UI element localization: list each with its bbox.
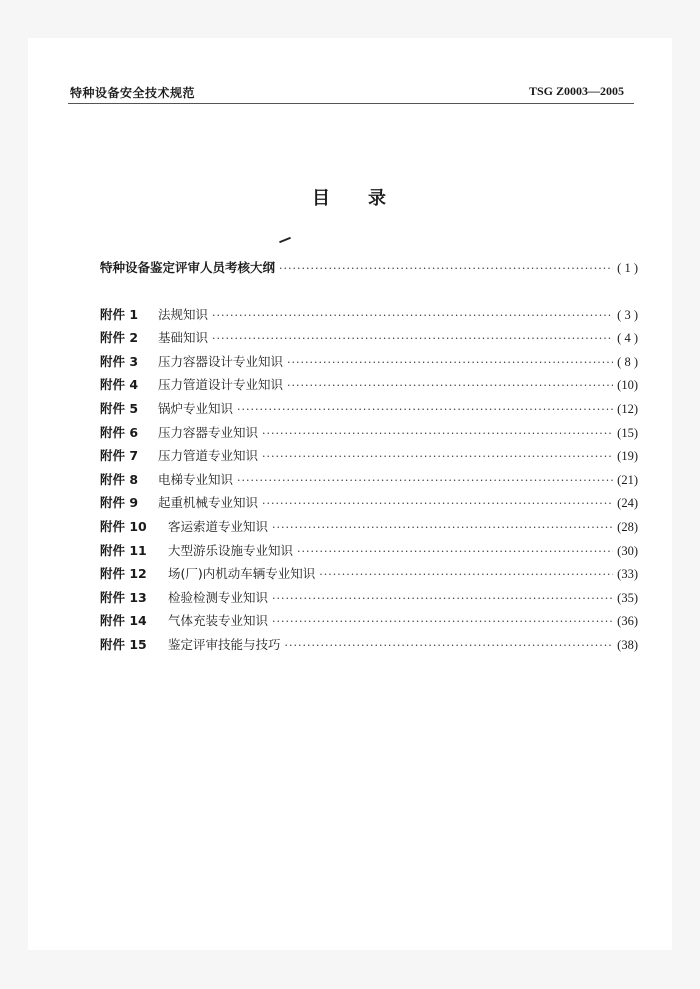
toc-entry-prefix: 附件 10	[100, 518, 147, 534]
toc-entry[interactable]	[100, 328, 638, 352]
toc-entry-name: 起重机械专业知识	[158, 495, 259, 511]
toc-page-number: (12)	[617, 401, 638, 416]
toc-entry-name: 检验检测专业知识	[168, 589, 269, 605]
toc-entry-prefix: 附件 4	[100, 377, 139, 393]
toc-entry-prefix: 附件 2	[100, 330, 139, 346]
toc-leader-dots	[272, 615, 613, 628]
toc-entry-prefix: 附件 13	[100, 589, 147, 605]
toc-entry[interactable]	[100, 446, 638, 470]
toc-entry-name: 压力容器专业知识	[158, 424, 259, 440]
toc-leader-dots	[262, 427, 613, 440]
toc-entry-prefix: 附件 6	[100, 424, 139, 440]
toc-entry-name: 气体充装专业知识	[168, 613, 269, 629]
toc-attachment-list	[100, 305, 638, 659]
toc-entry-prefix: 附件 12	[100, 566, 147, 582]
toc-entry-prefix: 附件 11	[100, 542, 147, 558]
toc-entry[interactable]	[100, 541, 638, 565]
toc-entry[interactable]	[100, 423, 638, 447]
toc-leader-dots	[285, 639, 614, 652]
toc-entry[interactable]	[100, 611, 638, 635]
toc-leader-dots	[237, 403, 613, 416]
toc-entry-prefix: 附件 1	[100, 306, 139, 322]
toc-page-number: (33)	[617, 567, 638, 582]
toc-entry-name: 电梯专业知识	[158, 471, 234, 487]
toc-entry[interactable]	[100, 470, 638, 494]
toc-entry-name: 鉴定评审技能与技巧	[168, 636, 281, 652]
toc-page-number: ( 4 )	[617, 331, 638, 346]
toc-entry-prefix: 附件 15	[100, 636, 147, 652]
toc-page-number: ( 3 )	[617, 307, 638, 322]
toc-entry[interactable]	[100, 352, 638, 376]
toc-entry-prefix: 附件 3	[100, 353, 139, 369]
toc-leader-dots	[279, 262, 613, 275]
toc-page-number: ( 8 )	[617, 354, 638, 369]
toc-entry-prefix: 附件 7	[100, 448, 139, 464]
toc-entry-prefix: 附件 5	[100, 400, 139, 416]
toc-entry-name: 锅炉专业知识	[158, 400, 234, 416]
toc-leader-dots	[212, 309, 613, 322]
toc-leader-dots	[272, 521, 613, 534]
toc-leader-dots	[319, 568, 613, 581]
toc-entry-name: 特种设备鉴定评审人员考核大纲	[100, 260, 276, 275]
toc-entry-name: 压力容器设计专业知识	[158, 353, 284, 369]
toc-entry[interactable]	[100, 588, 638, 612]
toc-main-entry[interactable]	[100, 258, 638, 282]
toc-entry-name: 压力管道设计专业知识	[158, 377, 284, 393]
header-right-code: TSG Z0003—2005	[528, 84, 624, 98]
toc-leader-dots	[272, 592, 613, 605]
toc-page-number: (19)	[617, 449, 638, 464]
toc-leader-dots	[237, 474, 613, 487]
toc-page-number: (36)	[617, 614, 638, 629]
toc-leader-dots	[262, 497, 613, 510]
toc-entry[interactable]	[100, 517, 638, 541]
page-title: 目录	[312, 188, 424, 209]
toc-page-number: (28)	[617, 519, 638, 534]
toc-entry-prefix: 附件 14	[100, 613, 147, 629]
toc-leader-dots	[262, 450, 613, 463]
toc-page-number: (38)	[617, 637, 638, 652]
toc-leader-dots	[287, 356, 613, 369]
toc-entry-name: 压力管道专业知识	[158, 448, 259, 464]
toc-leader-dots	[297, 545, 613, 558]
toc-entry-name: 场(厂)内机动车辆专业知识	[168, 566, 316, 582]
header-left-text: 特种设备安全技术规范	[70, 86, 196, 100]
toc-entry[interactable]	[100, 375, 638, 399]
toc-page-number: (35)	[617, 590, 638, 605]
toc-entry[interactable]	[100, 493, 638, 517]
toc-entry[interactable]	[100, 564, 638, 588]
toc-entry-name: 客运索道专业知识	[168, 518, 269, 534]
toc-page-number: (21)	[617, 472, 638, 487]
toc-entry-name: 法规知识	[158, 306, 209, 322]
toc-entry[interactable]	[100, 305, 638, 329]
toc-page-number: (24)	[617, 496, 638, 511]
header-rule	[68, 103, 634, 104]
toc-entry-name: 大型游乐设施专业知识	[168, 542, 294, 558]
table-of-contents	[100, 258, 638, 659]
toc-page-number: (30)	[617, 543, 638, 558]
toc-page-number: (10)	[617, 378, 638, 393]
toc-entry-prefix: 附件 8	[100, 471, 139, 487]
toc-entry[interactable]	[100, 635, 638, 659]
toc-entry-name: 基础知识	[158, 330, 209, 346]
toc-entry[interactable]	[100, 399, 638, 423]
toc-page-number: ( 1 )	[617, 261, 638, 275]
toc-leader-dots	[212, 332, 613, 345]
toc-entry-prefix: 附件 9	[100, 495, 139, 511]
toc-page-number: (15)	[617, 425, 638, 440]
toc-leader-dots	[287, 379, 613, 392]
